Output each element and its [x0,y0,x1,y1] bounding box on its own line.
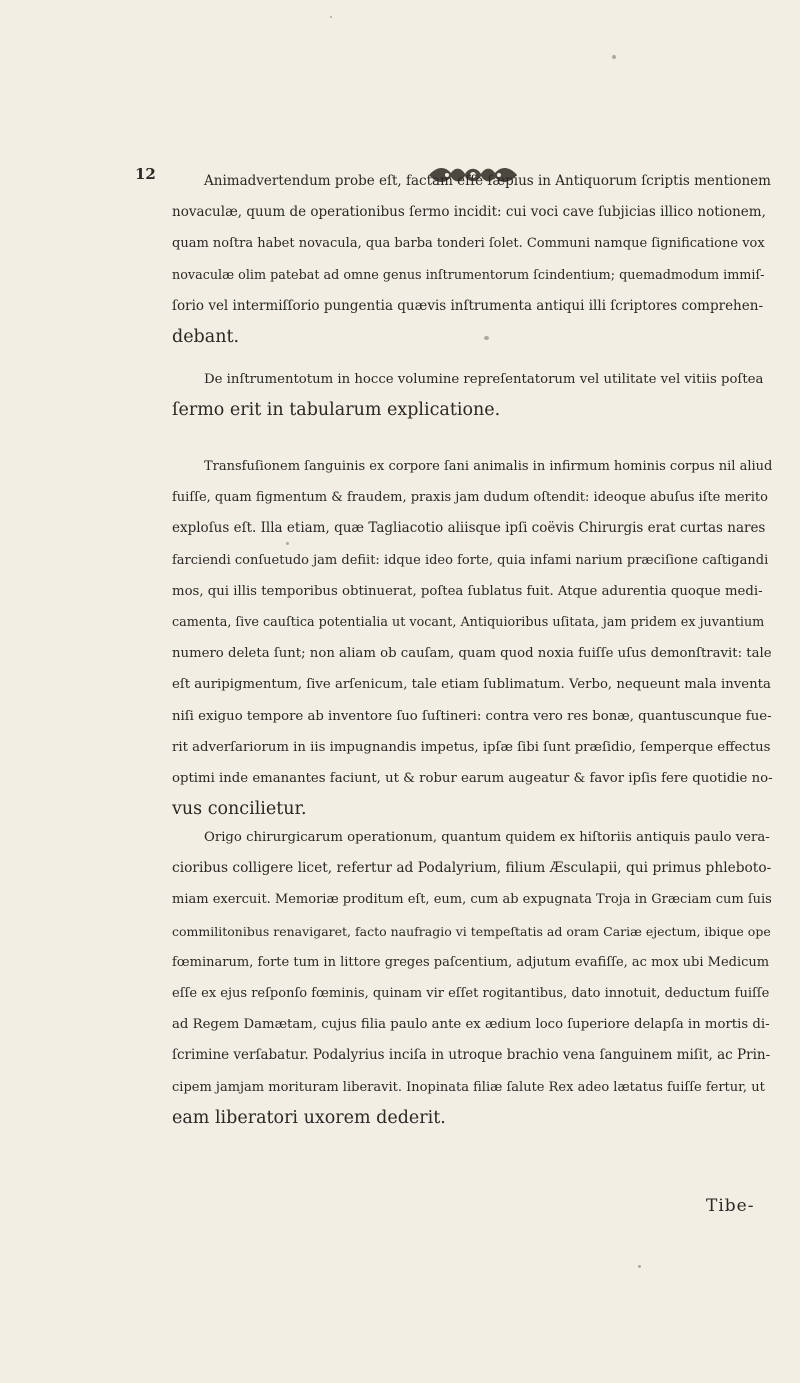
text-line: Origo chirurgicarum operationum, quantum quidem ex hiſtoriis antiquis paulo vera- [204,830,770,845]
text-line: mos, qui illis temporibus obtinuerat, poſtea ſublatus fuit. Atque adurentia quoque medi- [172,583,763,599]
text-line: ſermo erit in tabularum explicatione. [172,400,501,421]
paper-speck [638,1265,641,1268]
text-line: quam noſtra habet novacula, qua barba tonderi ſolet. Communi namque ſignificatione vox [172,236,765,252]
text-line: rit adverſariorum in iis impugnandis impetus, ipſæ ſibi ſunt præſidio, ſemperque effectus [172,739,771,755]
text-line: cioribus colligere licet, refertur ad Podalyrium, filium Æsculapii, qui primus phleboto- [172,860,772,877]
paragraph-instrumenta [172,364,772,426]
text-line: miam exercuit. Memoriæ proditum eſt, eum, cum ab expugnata Troja in Græciam cum ſuis [172,892,772,908]
text-line: niſi exiguo tempore ab inventore ſuo ſuſtineri: contra vero res bonæ, quantuscunque fue- [172,708,772,724]
paper-speck [286,542,289,545]
text-line: ad Regem Damætam, cujus filia paulo ante ex ædium loco ſuperiore delapſa in mortis di- [172,1017,770,1033]
text-line: vus concilietur. [172,799,307,820]
paper-speck [330,16,332,18]
paper-speck [612,55,616,59]
catchword: Tibe- [706,1196,755,1216]
text-line: numero deleta ſunt; non aliam ob cauſam, quam quod noxia fuiſſe uſus demonſtravit: tale [172,646,772,662]
text-line: eſt auripigmentum, ſive arſenicum, tale etiam ſublimatum. Verbo, nequeunt mala inventa [172,677,771,693]
paragraph-novacula [172,166,772,353]
text-line: farciendi conſuetudo jam defiit: idque ideo forte, quia infami narium præciſione caſtigandi [172,552,769,568]
text-line: ſorio vel intermiſſorio pungentia quævis inſtrumenta antiqui illi ſcriptores comprehen- [172,297,764,314]
paragraph-transfusio [172,451,772,825]
text-line: debant. [172,327,240,348]
paper-speck [484,336,489,340]
text-line: commilitonibus renavigaret, facto naufragio vi tempeſtatis ad oram Cariæ ejectum, ibique ope [172,923,771,939]
text-line: novaculæ olim patebat ad omne genus inſtrumentorum ſcindentium; quemadmodum immiſ- [172,267,765,283]
text-line: Transfuſionem ſanguinis ex corpore ſani animalis in infirmum hominis corpus nil aliud [204,459,773,474]
text-line: fœminarum, forte tum in littore greges paſcentium, adjutum evafiſſe, ac mox ubi Medicum [172,954,770,970]
paragraph-origo [172,822,772,1134]
text-line: Animadvertendum probe eſt, factam eſſe ſæpius in Antiquorum ſcriptis mentionem [204,173,771,189]
text-line: De inſtrumentotum in hocce volumine repreſentatorum vel utilitate vel vitiis poſtea [204,372,764,387]
text-line: exploſus eſt. Illa etiam, quæ Tagliacotio aliisque ipſi coëvis Chirurgis erat curtas nares [172,520,766,537]
text-line: optimi inde emanantes faciunt, ut & robur earum augeatur & favor ipſis fere quotidie no- [172,771,773,787]
page-number: 12 [135,165,156,183]
text-line: eam liberatori uxorem dederit. [172,1107,446,1128]
text-line: ſcrimine verſabatur. Podalyrius inciſa in utroque brachio vena ſanguinem miſit, ac Prin- [172,1047,771,1064]
text-line: eſſe ex ejus reſponſo fœminis, quinam vir eſſet rogitantibus, dato innotuit, deductum fuiſſe [172,986,770,1002]
text-line: cipem jamjam morituram liberavit. Inopinata filiæ ſalute Rex adeo lætatus fuiſſe fertur, ut [172,1079,765,1095]
text-line: fuiſſe, quam figmentum & fraudem, praxis jam dudum oſtendit: ideoque abuſus iſte merito [172,490,768,506]
text-line: camenta, ſive cauſtica potentialia ut vocant, Antiquioribus uſitata, jam pridem ex juvantium [172,615,765,631]
text-line: novaculæ, quum de operationibus ſermo incidit: cui voci cave ſubjicias illico notionem, [172,204,766,221]
